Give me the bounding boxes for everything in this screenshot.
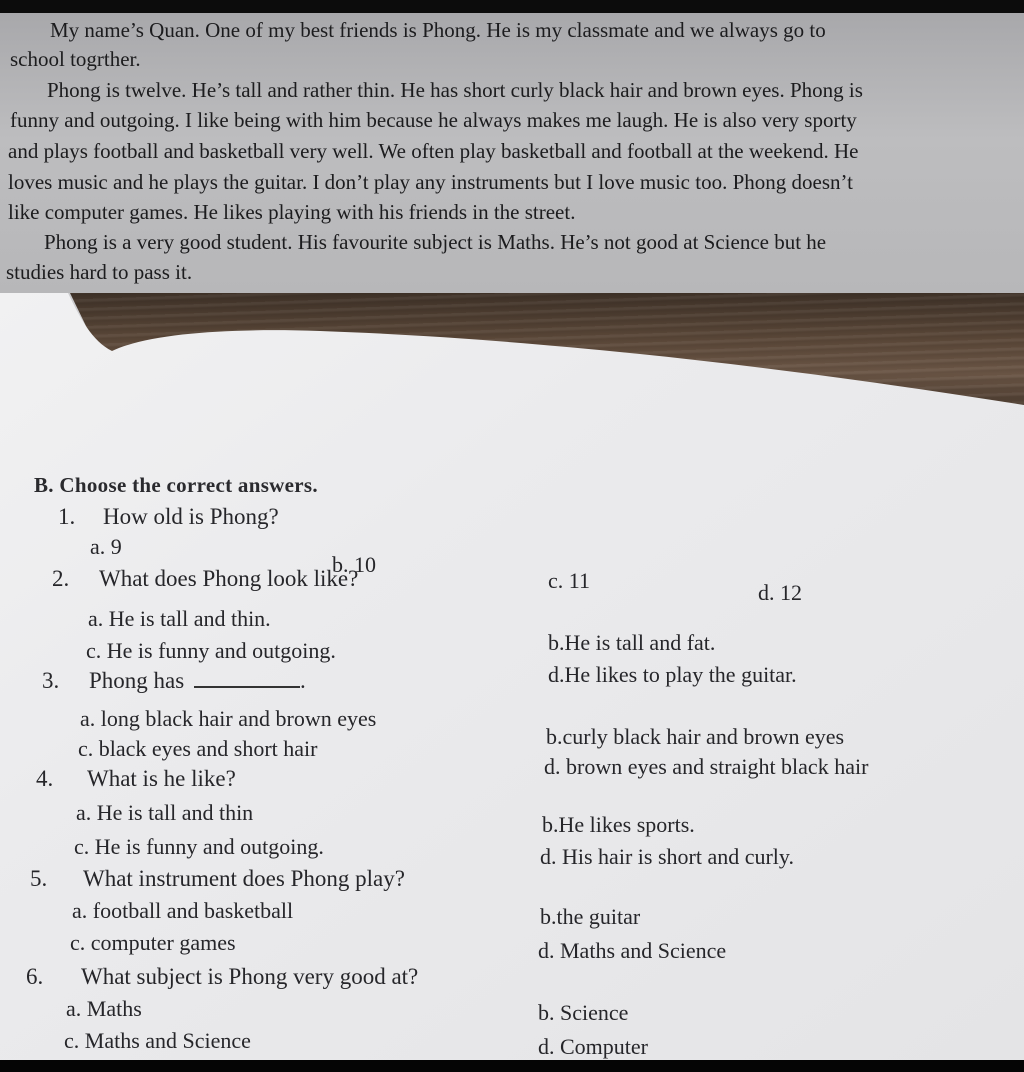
question-number: 2. <box>52 566 70 591</box>
q6-option-a[interactable]: a. Maths <box>66 996 142 1021</box>
q4-option-d[interactable]: d. His hair is short and curly. <box>540 844 794 869</box>
question-number: 4. <box>36 766 54 791</box>
question-3 <box>42 667 306 695</box>
answer-blank[interactable] <box>194 672 300 688</box>
section-letter: B. <box>34 473 54 497</box>
q3-option-c[interactable]: c. black eyes and short hair <box>78 736 318 761</box>
passage-line-2: school togrther. <box>10 47 141 71</box>
passage-line-9: studies hard to pass it. <box>6 260 193 284</box>
q1-option-c[interactable]: c. 11 <box>548 568 590 593</box>
reading-passage <box>0 13 1024 293</box>
passage-line-1: My name’s Quan. One of my best friends is Phong. He is my classmate and we always go to <box>50 18 826 42</box>
question-2 <box>52 565 358 593</box>
q1-option-b[interactable]: b. 10 <box>332 552 376 577</box>
q6-option-d[interactable]: d. Computer <box>538 1034 648 1059</box>
q3-option-b[interactable]: b.curly black hair and brown eyes <box>546 724 845 749</box>
passage-line-3: Phong is twelve. He’s tall and rather thin. He has short curly black hair and brown eyes. Phong is <box>47 78 863 102</box>
q5-option-d[interactable]: d. Maths and Science <box>538 938 727 963</box>
q2-option-a[interactable]: a. He is tall and thin. <box>88 606 271 631</box>
question-text: What is he like? <box>87 766 236 791</box>
q3-option-a[interactable]: a. long black hair and brown eyes <box>80 706 377 731</box>
q1-option-d[interactable]: d. 12 <box>758 580 802 605</box>
question-1 <box>58 503 279 531</box>
q1-option-a[interactable]: a. 9 <box>90 534 122 559</box>
question-number: 6. <box>26 964 44 989</box>
q3-option-d[interactable]: d. brown eyes and straight black hair <box>544 754 869 779</box>
question-number: 5. <box>30 866 48 891</box>
worksheet-paper <box>0 293 1024 1060</box>
passage-line-8: Phong is a very good student. His favourite subject is Maths. He’s not good at Science but he <box>44 230 827 254</box>
q4-option-a[interactable]: a. He is tall and thin <box>76 800 254 825</box>
q5-option-b[interactable]: b.the guitar <box>540 904 641 929</box>
section-heading <box>34 471 318 499</box>
q4-option-c[interactable]: c. He is funny and outgoing. <box>74 834 324 859</box>
q5-option-c[interactable]: c. computer games <box>70 930 236 955</box>
question-text: What instrument does Phong play? <box>83 866 405 891</box>
question-5 <box>30 865 405 893</box>
q2-option-d[interactable]: d.He likes to play the guitar. <box>548 662 797 687</box>
passage-line-4: funny and outgoing. I like being with him because he always makes me laugh. He is also very sporty <box>10 108 857 132</box>
q6-option-b[interactable]: b. Science <box>538 1000 629 1025</box>
top-border <box>0 0 1024 13</box>
section-title: Choose the correct answers. <box>59 473 318 497</box>
question-number: 1. <box>58 504 76 529</box>
question-text: Phong has <box>89 668 185 693</box>
bottom-border <box>0 1060 1024 1072</box>
passage-line-7: like computer games. He likes playing with his friends in the street. <box>8 200 576 224</box>
question-4 <box>36 765 236 793</box>
question-text: What does Phong look like? <box>99 566 359 591</box>
question-number: 3. <box>42 668 60 693</box>
q5-option-a[interactable]: a. football and basketball <box>72 898 294 923</box>
q2-option-b[interactable]: b.He is tall and fat. <box>548 630 716 655</box>
question-6 <box>26 963 418 991</box>
question-tail: . <box>299 668 306 693</box>
q4-option-b[interactable]: b.He likes sports. <box>542 812 695 837</box>
passage-line-5: and plays football and basketball very well. We often play basketball and football at the weekend. He <box>8 139 859 163</box>
q2-option-c[interactable]: c. He is funny and outgoing. <box>86 638 336 663</box>
q6-option-c[interactable]: c. Maths and Science <box>64 1028 251 1053</box>
passage-line-6: loves music and he plays the guitar. I don’t play any instruments but I love music too. Phong doesn’t <box>8 170 853 194</box>
question-text: What subject is Phong very good at? <box>81 964 419 989</box>
question-text: How old is Phong? <box>103 504 279 529</box>
